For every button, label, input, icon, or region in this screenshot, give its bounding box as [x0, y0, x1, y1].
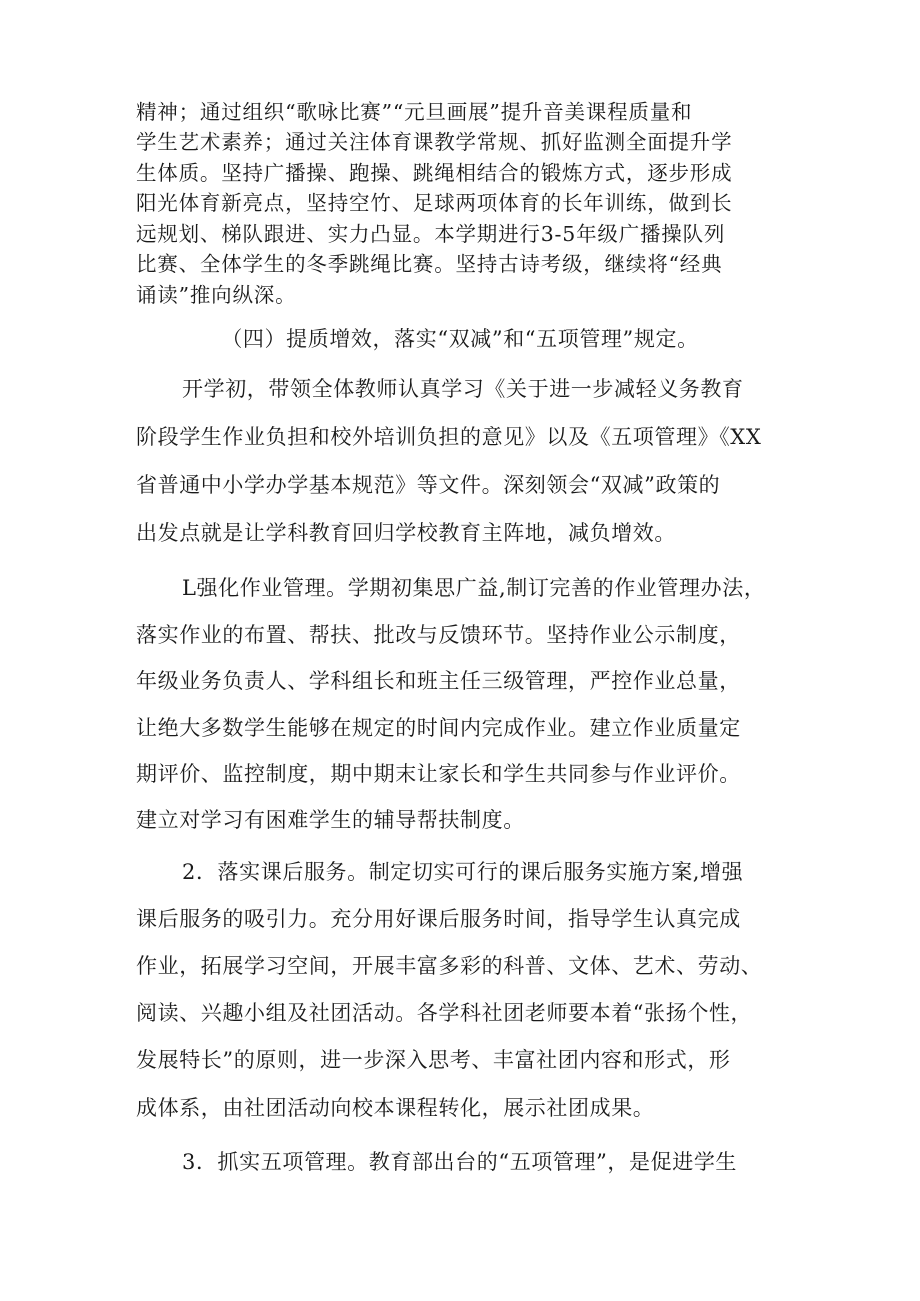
text-line: 年级业务负责人、学科组长和班主任三级管理，严控作业总量，	[136, 669, 741, 693]
text-line: 2．落实课后服务。制定切实可行的课后服务实施方案,增强	[182, 860, 744, 884]
text-line: 阶段学生作业负担和校外培训负担的意见》以及《五项管理》《XX	[136, 425, 762, 449]
text-line: 比赛、全体学生的冬季跳绳比赛。坚持古诗考级，继续将“经典	[136, 252, 723, 276]
text-line: 出发点就是让学科教育回归学校教育主阵地，减负增效。	[136, 521, 676, 545]
text-line: 精神；通过组织“歌咏比赛”“元旦画展”提升音美课程质量和	[136, 100, 693, 124]
text-line: 开学初，带领全体教师认真学习《关于进一步减轻义务教育	[182, 377, 744, 401]
text-line: 让绝大多数学生能够在规定的时间内完成作业。建立作业质量定	[136, 716, 741, 740]
text-line: 课后服务的吸引力。充分用好课后服务时间，指导学生认真完成	[136, 907, 741, 931]
section-heading: （四）提质增效，落实“双减”和“五项管理”规定。	[221, 327, 699, 351]
text-line: 远规划、梯队跟进、实力凸显。本学期进行3-5年级广播操队列	[136, 222, 726, 246]
text-line: 落实作业的布置、帮扶、批改与反馈环节。坚持作业公示制度，	[136, 623, 741, 647]
text-line: 成体系，由社团活动向校本课程转化，展示社团成果。	[136, 1096, 655, 1120]
text-line: 生体质。坚持广播操、跑操、跳绳相结合的锻炼方式，逐步形成	[136, 161, 733, 185]
text-line: 阳光体育新亮点，坚持空竹、足球两项体育的长年训练，做到长	[136, 191, 733, 215]
text-line: 3．抓实五项管理。教育部出台的“五项管理”，是促进学生	[182, 1150, 738, 1174]
text-line: L强化作业管理。学期初集思广益,制订完善的作业管理办法，	[182, 576, 766, 600]
text-line: 诵读”推向纵深。	[136, 283, 297, 307]
text-line: 阅读、兴趣小组及社团活动。各学科社团老师要本着“张扬个性，	[136, 1001, 753, 1025]
text-line: 省普通中小学办学基本规范》等文件。深刻领会“双减”政策的	[136, 473, 721, 497]
text-line: 期评价、监控制度，期中期末让家长和学生共同参与作业评价。	[136, 762, 741, 786]
text-line: 学生艺术素养；通过关注体育课教学常规、抓好监测全面提升学	[136, 130, 733, 154]
text-line: 发展特长”的原则，进一步深入思考、丰富社团内容和形式，形	[136, 1048, 731, 1072]
text-line: 建立对学习有困难学生的辅导帮扶制度。	[136, 808, 525, 832]
text-line: 作业，拓展学习空间，开展丰富多彩的科普、文体、艺术、劳动、	[136, 954, 763, 978]
